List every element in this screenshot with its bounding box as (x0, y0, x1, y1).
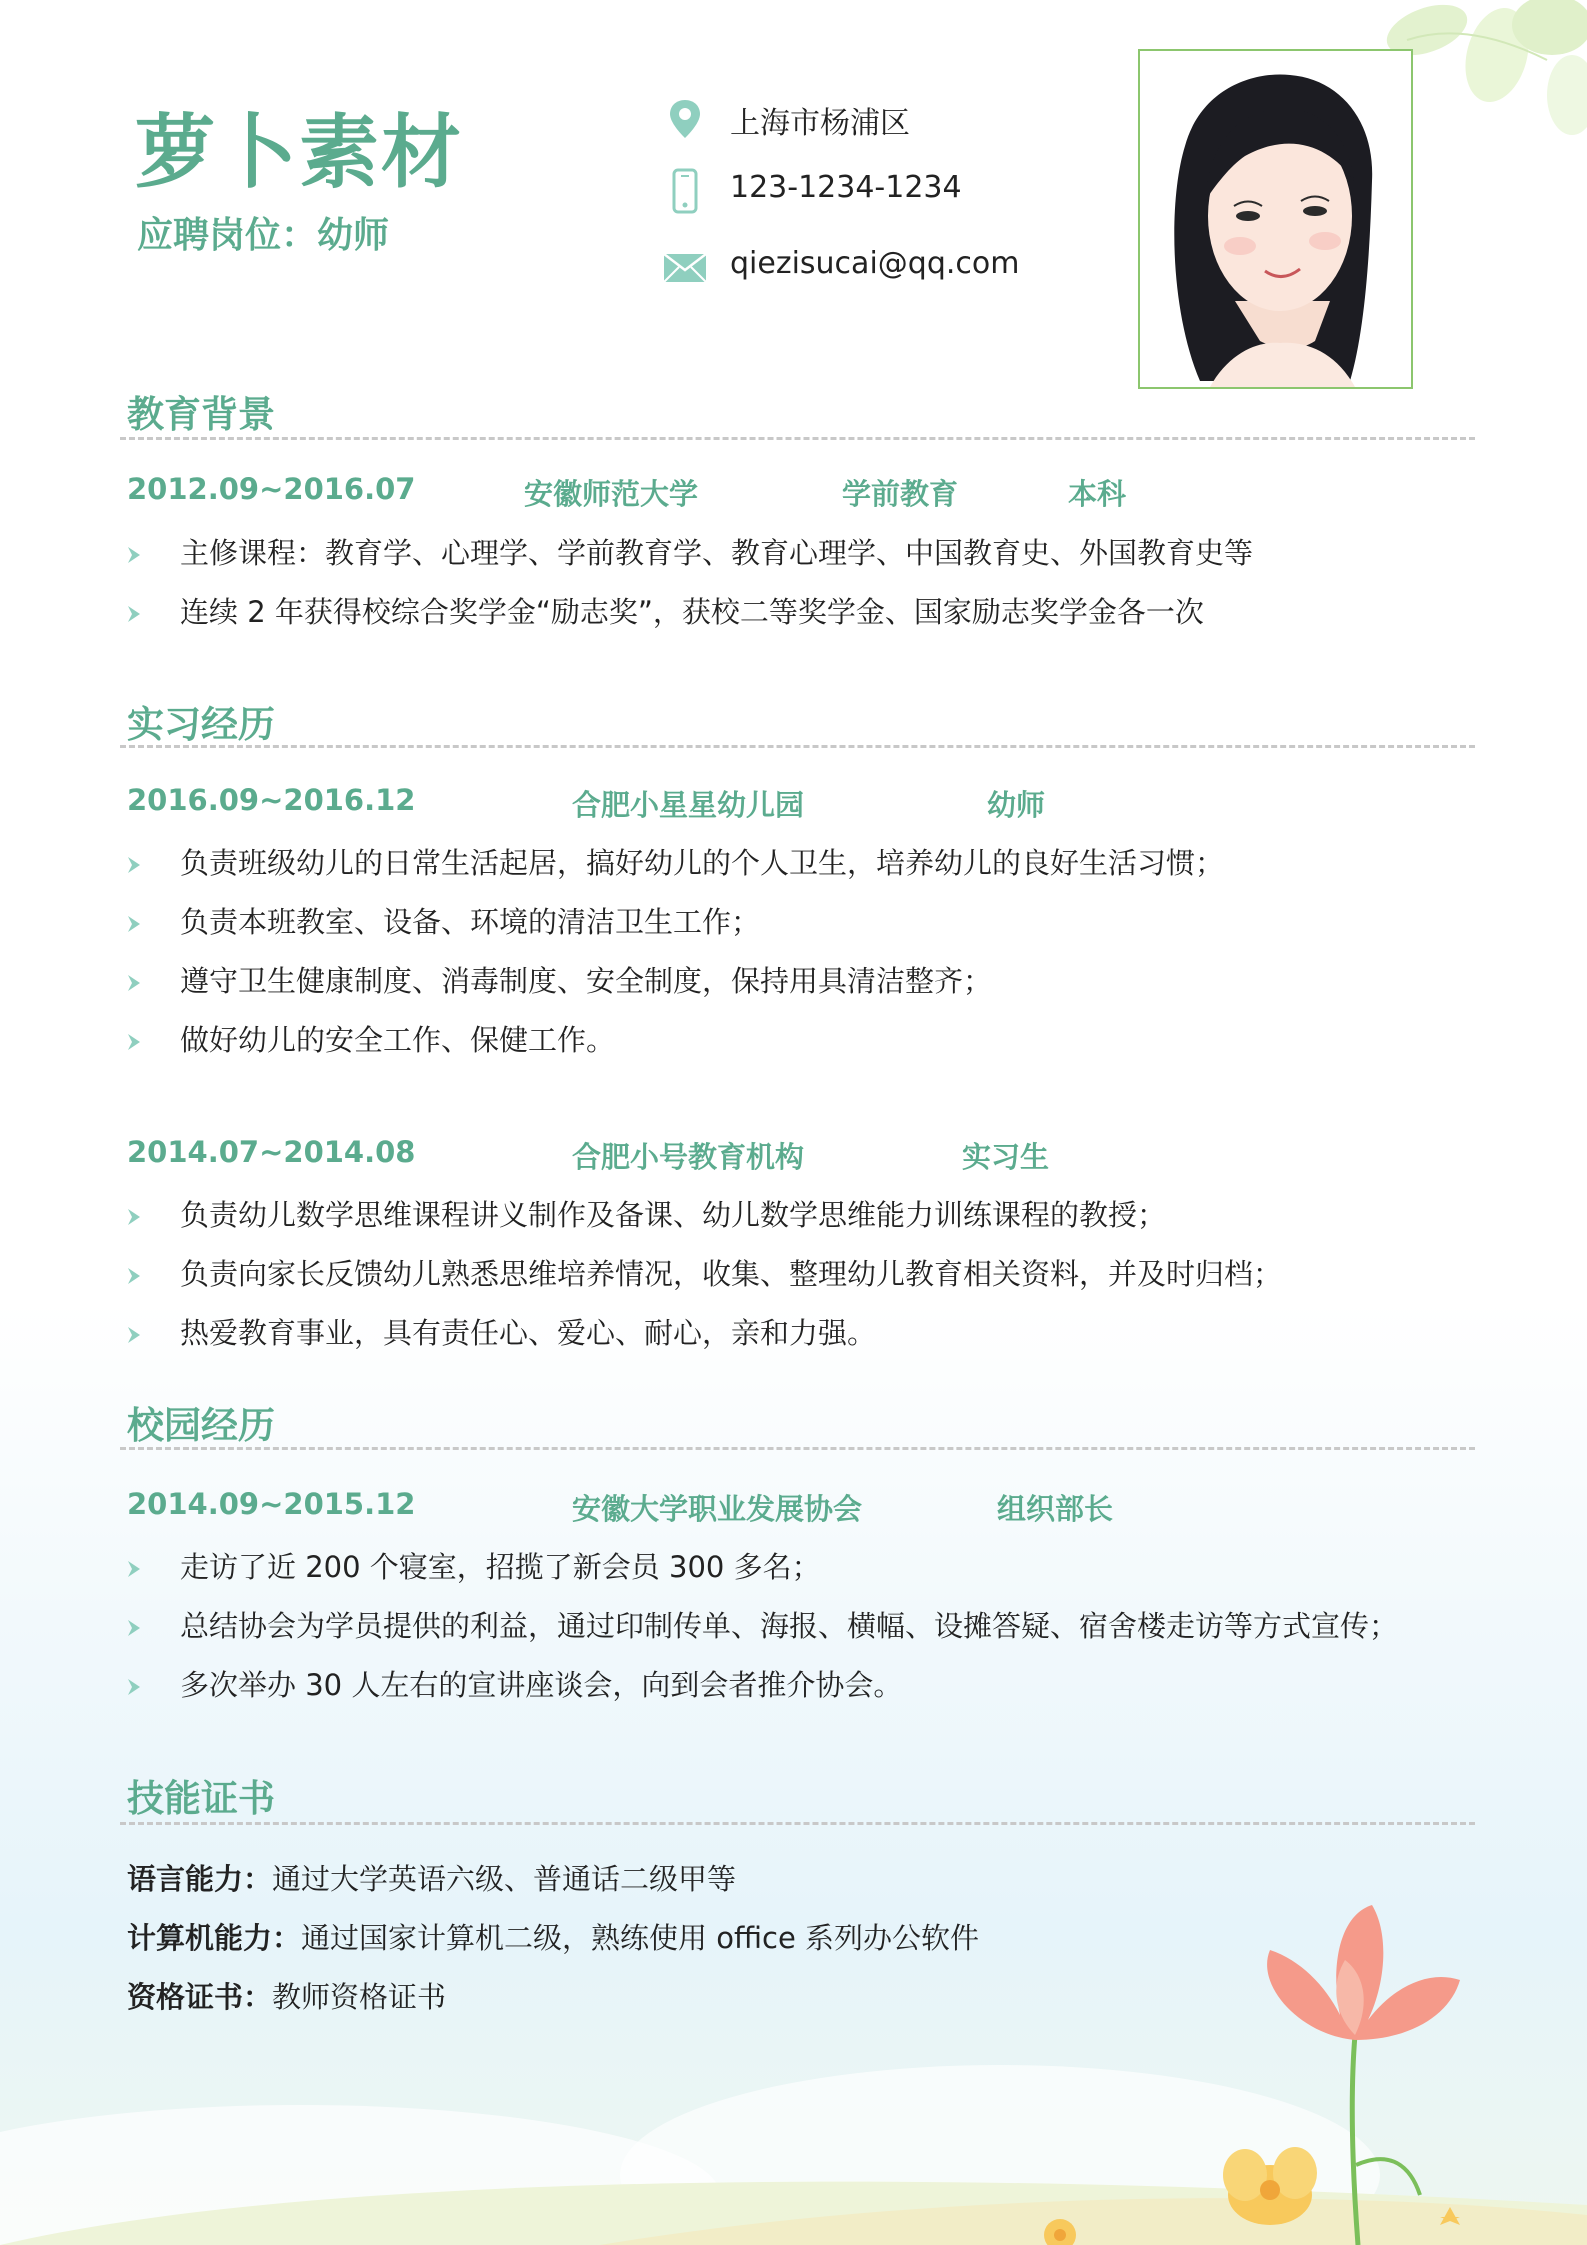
arrow-bullet-icon (127, 1326, 141, 1344)
section-title-internship: 实习经历 (127, 703, 275, 746)
mail-icon (660, 242, 710, 292)
campus-entry-header (0, 1487, 1587, 1527)
list-item: 负责幼儿数学思维课程讲义制作及备课、幼儿数学思维能力训练课程的教授； (127, 1193, 1166, 1234)
entry-degree: 本科 (1068, 477, 1127, 511)
arrow-bullet-icon (127, 1560, 141, 1578)
section-divider (120, 1822, 1475, 1825)
section-title-campus: 校园经历 (127, 1404, 275, 1447)
entry-date: 2016.09~2016.12 (127, 783, 416, 817)
list-item: 遵守卫生健康制度、消毒制度、安全制度，保持用具清洁整齐； (127, 959, 992, 1000)
entry-org: 合肥小星星幼儿园 (572, 788, 805, 822)
list-item: 做好幼儿的安全工作、保健工作。 (127, 1018, 615, 1059)
list-item: 负责向家长反馈幼儿熟悉思维培养情况，收集、整理幼儿教育相关资料，并及时归档； (127, 1252, 1282, 1293)
arrow-bullet-icon (127, 605, 141, 623)
candidate-name: 萝卜素材 (135, 106, 463, 199)
entry-date: 2014.09~2015.12 (127, 1487, 416, 1521)
list-item: 总结协会为学员提供的利益，通过印制传单、海报、横幅、设摊答疑、宿舍楼走访等方式宣传； (127, 1604, 1398, 1645)
arrow-bullet-icon (127, 974, 141, 992)
list-item: 主修课程：教育学、心理学、学前教育学、教育心理学、中国教育史、外国教育史等 (127, 531, 1253, 572)
section-divider (120, 437, 1475, 440)
address-text: 上海市杨浦区 (730, 106, 910, 141)
entry-org: 合肥小号教育机构 (572, 1140, 805, 1174)
phone-icon (660, 166, 710, 216)
entry-org: 安徽大学职业发展协会 (572, 1492, 863, 1526)
arrow-bullet-icon (127, 1208, 141, 1226)
portrait-illustration (1140, 51, 1411, 387)
flower-decoration (0, 1865, 1587, 2245)
education-entry-header (0, 472, 1587, 512)
phone-text: 123-1234-1234 (730, 170, 962, 205)
entry-role: 实习生 (962, 1140, 1050, 1174)
list-item: 走访了近 200 个寝室，招揽了新会员 300 多名； (127, 1545, 821, 1586)
list-item: 多次举办 30 人左右的宣讲座谈会，向到会者推介协会。 (127, 1663, 902, 1704)
section-divider (120, 1447, 1475, 1450)
arrow-bullet-icon (127, 1678, 141, 1696)
skill-item: 语言能力：通过大学英语六级、普通话二级甲等 (127, 1862, 737, 1896)
skill-item: 计算机能力：通过国家计算机二级，熟练使用 office 系列办公软件 (127, 1921, 980, 1955)
entry-school: 安徽师范大学 (524, 477, 699, 511)
arrow-bullet-icon (127, 1267, 141, 1285)
email-text: qiezisucai@qq.com (730, 246, 1020, 281)
entry-date: 2012.09~2016.07 (127, 472, 416, 506)
section-title-education: 教育背景 (127, 393, 275, 436)
entry-date: 2014.07~2014.08 (127, 1135, 416, 1169)
location-pin-icon (660, 94, 710, 144)
entry-role: 幼师 (987, 788, 1046, 822)
list-item: 负责班级幼儿的日常生活起居，搞好幼儿的个人卫生，培养幼儿的良好生活习惯； (127, 841, 1224, 882)
list-item: 连续 2 年获得校综合奖学金“励志奖”，获校二等奖学金、国家励志奖学金各一次 (127, 590, 1204, 631)
section-title-skills: 技能证书 (127, 1777, 275, 1820)
job-title: 应聘岗位：幼师 (137, 215, 390, 256)
arrow-bullet-icon (127, 1619, 141, 1637)
list-item: 热爱教育事业，具有责任心、爱心、耐心，亲和力强。 (127, 1311, 876, 1352)
avatar (1138, 49, 1413, 389)
arrow-bullet-icon (127, 1033, 141, 1051)
arrow-bullet-icon (127, 915, 141, 933)
section-divider (120, 745, 1475, 748)
skill-item: 资格证书：教师资格证书 (127, 1980, 447, 2014)
internship-entry-header (0, 1135, 1587, 1175)
arrow-bullet-icon (127, 856, 141, 874)
entry-major: 学前教育 (842, 477, 959, 511)
entry-role: 组织部长 (997, 1492, 1114, 1526)
internship-entry-header (0, 783, 1587, 823)
arrow-bullet-icon (127, 546, 141, 564)
list-item: 负责本班教室、设备、环境的清洁卫生工作； (127, 900, 760, 941)
